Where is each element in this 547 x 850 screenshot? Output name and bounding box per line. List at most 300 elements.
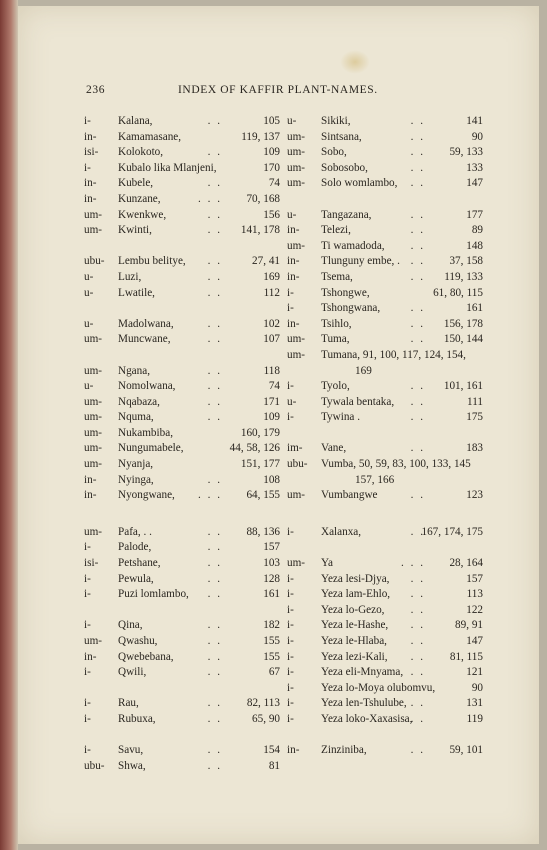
entry-pages: 133 bbox=[466, 161, 483, 174]
index-entry bbox=[287, 145, 483, 161]
entry-prefix: ubu- bbox=[84, 255, 105, 268]
index-entry bbox=[84, 488, 280, 504]
index-entry bbox=[287, 410, 483, 426]
entry-name: Rubuxa, bbox=[118, 712, 156, 725]
entry-prefix: i- bbox=[287, 666, 294, 679]
entry-name: Yeza lezi-Kali, bbox=[321, 650, 388, 663]
index-entry bbox=[84, 556, 280, 572]
entry-prefix: i- bbox=[287, 619, 294, 632]
entry-name: Tsema, bbox=[321, 270, 353, 283]
entry-pages: 157 bbox=[263, 541, 280, 554]
entry-leader-dots: . . bbox=[410, 317, 425, 330]
entry-name: Solo womlambo, bbox=[321, 177, 398, 190]
entry-pages: 155 bbox=[263, 635, 280, 647]
entry-name: Petshane, bbox=[118, 557, 161, 570]
entry-name: Tshongwe, bbox=[321, 286, 370, 299]
entry-pages: 90 bbox=[471, 130, 483, 143]
entry-name: Kubalo lika Mlanjeni, bbox=[118, 161, 217, 174]
index-entry bbox=[84, 208, 280, 224]
index-entry bbox=[287, 488, 483, 504]
entry-pages: 131 bbox=[466, 697, 483, 710]
entry-name: Qwashu, bbox=[118, 635, 158, 647]
index-entry bbox=[287, 176, 483, 192]
entry-prefix: in- bbox=[84, 177, 97, 190]
entry-name: Sobo, bbox=[321, 146, 347, 159]
entry-pages: 171 bbox=[263, 395, 280, 408]
entry-prefix: um- bbox=[84, 224, 103, 237]
index-entry bbox=[84, 618, 280, 634]
entry-leader-dots: . . bbox=[207, 286, 222, 299]
entry-name: Sikiki, bbox=[321, 115, 351, 127]
entry-pages: 147 bbox=[466, 635, 483, 647]
entry-leader-dots: . . bbox=[207, 619, 222, 632]
entry-name: Yeza lo-Moya olubomvu, bbox=[321, 681, 436, 694]
entry-prefix: um- bbox=[287, 161, 306, 174]
entry-pages: 119, 137 bbox=[241, 130, 280, 143]
entry-leader-dots: . . bbox=[207, 635, 222, 647]
entry-prefix: i- bbox=[287, 525, 294, 538]
index-entry bbox=[287, 161, 483, 177]
entry-name: Savu, bbox=[118, 744, 144, 757]
entry-leader-dots: . . bbox=[207, 588, 222, 601]
entry-name: Yeza lam-Ehlo, bbox=[321, 588, 391, 601]
entry-pages: 64, 155 bbox=[246, 489, 280, 502]
entry-prefix: i- bbox=[287, 286, 294, 299]
entry-prefix: um- bbox=[84, 442, 103, 455]
index-entry bbox=[287, 270, 483, 286]
entry-pages: 90 bbox=[471, 681, 483, 694]
entry-prefix: um- bbox=[287, 146, 306, 159]
index-column-left bbox=[84, 114, 280, 774]
index-entry bbox=[84, 743, 280, 759]
entry-prefix: i- bbox=[84, 572, 91, 585]
entry-name: Yeza len-Tshulube, bbox=[321, 697, 407, 710]
entry-name: Vane, bbox=[321, 442, 347, 455]
entry-prefix: i- bbox=[84, 115, 91, 127]
index-entry bbox=[287, 317, 483, 333]
entry-name: Lembu belitye, bbox=[118, 255, 186, 268]
entry-name: Tywala bentaka, bbox=[321, 395, 395, 408]
entry-leader-dots: . . bbox=[410, 411, 425, 424]
index-entry bbox=[84, 572, 280, 588]
entry-leader-dots: . . bbox=[207, 395, 222, 408]
entry-prefix: u- bbox=[84, 380, 94, 393]
entry-name: Xalanxa, bbox=[321, 525, 362, 538]
entry-pages: 156 bbox=[263, 208, 280, 221]
foxing-stain bbox=[340, 50, 370, 74]
entry-name: Madolwana, bbox=[118, 317, 174, 330]
entry-name: Tlunguny embe, . bbox=[321, 255, 400, 268]
section-gap bbox=[84, 681, 280, 697]
entry-prefix: u- bbox=[84, 270, 94, 283]
index-entry bbox=[287, 525, 483, 541]
entry-prefix: i- bbox=[84, 541, 91, 554]
entry-prefix: um- bbox=[287, 177, 306, 190]
entry-prefix: um- bbox=[84, 364, 103, 377]
index-entry bbox=[287, 441, 483, 457]
entry-name: Shwa, bbox=[118, 759, 146, 772]
entry-name: 169 bbox=[355, 364, 372, 377]
entry-pages: 59, 101 bbox=[449, 744, 483, 757]
entry-prefix: um- bbox=[84, 525, 103, 538]
entry-prefix: u- bbox=[287, 115, 297, 127]
index-entry bbox=[287, 348, 483, 364]
entry-prefix: isi- bbox=[84, 557, 99, 570]
entry-pages: 70, 168 bbox=[246, 192, 280, 205]
entry-name: Lwatile, bbox=[118, 286, 155, 299]
entry-pages: 161 bbox=[466, 302, 483, 315]
entry-leader-dots: . . . bbox=[198, 192, 222, 205]
entry-prefix: i- bbox=[84, 161, 91, 174]
entry-name: Qwebebana, bbox=[118, 650, 174, 663]
index-entry bbox=[287, 395, 483, 411]
entry-pages: 157 bbox=[466, 572, 483, 585]
entry-prefix: i- bbox=[287, 650, 294, 663]
entry-pages: 61, 80, 115 bbox=[433, 286, 483, 299]
entry-pages: 156, 178 bbox=[443, 317, 483, 330]
entry-prefix: um- bbox=[287, 130, 306, 143]
entry-leader-dots: . . bbox=[410, 489, 425, 502]
entry-name: Qina, bbox=[118, 619, 143, 632]
entry-pages: 111 bbox=[467, 395, 483, 408]
entry-pages: 105 bbox=[263, 115, 280, 127]
index-entry bbox=[287, 603, 483, 619]
entry-prefix: in- bbox=[84, 650, 97, 663]
index-entry bbox=[287, 208, 483, 224]
entry-leader-dots: . . bbox=[410, 130, 425, 143]
entry-leader-dots: . . bbox=[207, 224, 222, 237]
entry-name: Kubele, bbox=[118, 177, 154, 190]
entry-leader-dots: . . bbox=[410, 650, 425, 663]
index-entry bbox=[287, 301, 483, 317]
section-gap bbox=[84, 728, 280, 744]
entry-leader-dots: . . bbox=[207, 541, 222, 554]
entry-name: Yeza le-Hlaba, bbox=[321, 635, 387, 647]
entry-pages: 160, 179 bbox=[240, 426, 280, 439]
entry-leader-dots: . . bbox=[410, 333, 425, 346]
entry-name: Nyinga, bbox=[118, 473, 154, 486]
entry-leader-dots: . . bbox=[410, 635, 425, 647]
entry-leader-dots: . . bbox=[410, 270, 425, 283]
index-entry bbox=[84, 176, 280, 192]
entry-prefix: in- bbox=[84, 192, 97, 205]
index-entry bbox=[84, 473, 280, 489]
index-entry bbox=[287, 634, 483, 650]
entry-prefix: um- bbox=[84, 395, 103, 408]
entry-name: 157, 166 bbox=[355, 473, 395, 486]
index-entry bbox=[287, 254, 483, 270]
entry-name: Nyongwane, bbox=[118, 489, 175, 502]
entry-prefix: in- bbox=[287, 255, 300, 268]
entry-pages: 121 bbox=[466, 666, 483, 679]
entry-name: Nungumabele, bbox=[118, 442, 184, 455]
entry-leader-dots: . . bbox=[410, 712, 425, 725]
index-entry bbox=[84, 587, 280, 603]
entry-leader-dots: . . bbox=[410, 395, 425, 408]
entry-name: Tyolo, bbox=[321, 380, 350, 393]
entry-leader-dots: . . bbox=[207, 115, 222, 127]
entry-name: Kwenkwe, bbox=[118, 208, 167, 221]
index-entry bbox=[84, 145, 280, 161]
index-entry bbox=[84, 192, 280, 208]
entry-pages: 182 bbox=[263, 619, 280, 632]
entry-pages: 102 bbox=[263, 317, 280, 330]
entry-prefix: i- bbox=[287, 588, 294, 601]
entry-pages: 89 bbox=[471, 224, 483, 237]
entry-pages: 154 bbox=[263, 744, 280, 757]
entry-pages: 141, 178 bbox=[240, 224, 280, 237]
entry-prefix: u- bbox=[84, 286, 94, 299]
index-entry bbox=[84, 286, 280, 302]
entry-name: Kolokoto, bbox=[118, 146, 164, 159]
entry-prefix: i- bbox=[287, 635, 294, 647]
index-entry bbox=[287, 681, 483, 697]
entry-pages: 122 bbox=[466, 603, 483, 616]
index-entry bbox=[287, 239, 483, 255]
entry-prefix: in- bbox=[84, 473, 97, 486]
entry-pages: 169 bbox=[263, 270, 280, 283]
entry-prefix: um- bbox=[84, 458, 103, 471]
entry-pages: 119, 133 bbox=[444, 270, 483, 283]
index-entry bbox=[287, 587, 483, 603]
entry-prefix: u- bbox=[287, 395, 297, 408]
entry-name: Pafa, . . bbox=[118, 525, 152, 538]
entry-prefix: i- bbox=[287, 681, 294, 694]
entry-name: Ngana, bbox=[118, 364, 150, 377]
entry-pages: 113 bbox=[466, 588, 483, 601]
entry-prefix: um- bbox=[84, 635, 103, 647]
entry-leader-dots: . . bbox=[410, 239, 425, 252]
entry-name: Kwinti, bbox=[118, 224, 152, 237]
entry-name: Nqabaza, bbox=[118, 395, 160, 408]
page-number: 236 bbox=[86, 84, 106, 96]
entry-pages: 161 bbox=[263, 588, 280, 601]
section-gap bbox=[287, 192, 483, 208]
entry-name: Yeza lo-Gezo, bbox=[321, 603, 385, 616]
index-entry bbox=[287, 650, 483, 666]
entry-pages: 59, 133 bbox=[449, 146, 483, 159]
index-entry bbox=[287, 286, 483, 302]
entry-leader-dots: . . bbox=[410, 208, 425, 221]
entry-name: Kalana, bbox=[118, 115, 153, 127]
entry-name: Yeza eli-Mnyama, bbox=[321, 666, 404, 679]
entry-leader-dots: . . bbox=[207, 255, 222, 268]
entry-leader-dots: . . bbox=[410, 224, 425, 237]
entry-leader-dots: . . bbox=[410, 255, 425, 268]
entry-name: Tywina . bbox=[321, 411, 360, 424]
entry-prefix: in- bbox=[84, 489, 97, 502]
entry-leader-dots: . . bbox=[207, 473, 222, 486]
entry-name: Nukambiba, bbox=[118, 426, 173, 439]
entry-pages: 107 bbox=[263, 333, 280, 346]
entry-prefix: i- bbox=[84, 666, 91, 679]
index-entry bbox=[84, 364, 280, 380]
entry-pages: 103 bbox=[263, 557, 280, 570]
entry-pages: 82, 113 bbox=[246, 697, 280, 710]
entry-name: Nomolwana, bbox=[118, 380, 176, 393]
entry-pages: 89, 91 bbox=[455, 619, 483, 632]
entry-leader-dots: . . bbox=[207, 525, 222, 538]
entry-leader-dots: . . bbox=[410, 442, 425, 455]
index-entry bbox=[287, 665, 483, 681]
entry-leader-dots: . . bbox=[410, 572, 425, 585]
entry-pages: 170 bbox=[263, 161, 280, 174]
index-entry bbox=[287, 712, 483, 728]
index-entry bbox=[287, 572, 483, 588]
entry-prefix: i- bbox=[287, 603, 294, 616]
entry-name: Kamamasane, bbox=[118, 130, 182, 143]
entry-name: Palode, bbox=[118, 541, 152, 554]
entry-pages: 123 bbox=[466, 489, 483, 502]
entry-pages: 141 bbox=[466, 115, 483, 127]
section-gap bbox=[287, 540, 483, 556]
entry-pages: 148 bbox=[466, 239, 483, 252]
entry-prefix: i- bbox=[287, 411, 294, 424]
entry-prefix: um- bbox=[287, 489, 306, 502]
entry-prefix: um- bbox=[287, 348, 306, 361]
entry-pages: 109 bbox=[263, 411, 280, 424]
entry-name: Tuma, bbox=[321, 333, 350, 346]
index-entry bbox=[287, 332, 483, 348]
entry-pages: 28, 164 bbox=[449, 557, 483, 570]
entry-prefix: i- bbox=[287, 302, 294, 315]
index-entry bbox=[84, 332, 280, 348]
section-gap bbox=[287, 504, 483, 525]
entry-leader-dots: . . bbox=[410, 115, 425, 127]
entry-prefix: i- bbox=[84, 588, 91, 601]
entry-pages: 44, 58, 126 bbox=[229, 442, 280, 455]
entry-leader-dots: . . bbox=[410, 619, 425, 632]
entry-leader-dots: . . bbox=[410, 161, 425, 174]
index-entry bbox=[84, 712, 280, 728]
index-entry bbox=[287, 556, 483, 572]
entry-pages: 74 bbox=[268, 380, 280, 393]
entry-pages: 155 bbox=[263, 650, 280, 663]
entry-leader-dots: . . bbox=[207, 364, 222, 377]
entry-prefix: i- bbox=[287, 572, 294, 585]
entry-leader-dots: . . bbox=[207, 557, 222, 570]
entry-prefix: i- bbox=[84, 712, 91, 725]
entry-pages: 118 bbox=[263, 364, 280, 377]
entry-pages: 27, 41 bbox=[252, 255, 280, 268]
index-entry bbox=[287, 618, 483, 634]
entry-name: Tshongwana, bbox=[321, 302, 381, 315]
entry-prefix: um- bbox=[287, 557, 306, 570]
entry-leader-dots: . . . bbox=[401, 557, 425, 570]
entry-name: Sintsana, bbox=[321, 130, 362, 143]
entry-pages: 74 bbox=[268, 177, 280, 190]
entry-prefix: in- bbox=[287, 224, 300, 237]
entry-prefix: um- bbox=[84, 333, 103, 346]
entry-leader-dots: . . bbox=[207, 650, 222, 663]
entry-leader-dots: . . bbox=[410, 380, 425, 393]
index-entry bbox=[84, 696, 280, 712]
index-entry bbox=[84, 270, 280, 286]
entry-leader-dots: . . bbox=[410, 603, 425, 616]
entry-name: Vumba, 50, 59, 83, 100, 133, 145 bbox=[321, 458, 471, 471]
entry-name: Muncwane, bbox=[118, 333, 171, 346]
index-entry bbox=[84, 457, 280, 473]
index-entry bbox=[287, 457, 483, 473]
entry-leader-dots: . . bbox=[207, 666, 222, 679]
entry-prefix: ubu- bbox=[287, 458, 308, 471]
entry-pages: 175 bbox=[466, 411, 483, 424]
index-entry bbox=[84, 317, 280, 333]
index-entry bbox=[84, 254, 280, 270]
entry-pages: 81 bbox=[268, 759, 280, 772]
index-entry bbox=[84, 223, 280, 239]
entry-name: Nquma, bbox=[118, 411, 154, 424]
entry-leader-dots: . . bbox=[207, 744, 222, 757]
index-column-right bbox=[287, 114, 483, 759]
index-entry bbox=[84, 161, 280, 177]
entry-name: Telezi, bbox=[321, 224, 351, 237]
entry-leader-dots: . . bbox=[207, 712, 222, 725]
entry-leader-dots: . . bbox=[207, 177, 222, 190]
entry-pages: 183 bbox=[466, 442, 483, 455]
entry-name: Yeza lesi-Djya, bbox=[321, 572, 390, 585]
entry-pages: 151, 177 bbox=[240, 458, 280, 471]
entry-leader-dots: . . bbox=[410, 666, 425, 679]
section-gap bbox=[287, 728, 483, 744]
index-entry bbox=[84, 759, 280, 775]
entry-prefix: i- bbox=[287, 697, 294, 710]
index-entry bbox=[287, 379, 483, 395]
entry-name: Qwili, bbox=[118, 666, 147, 679]
entry-name: Luzi, bbox=[118, 270, 142, 283]
index-entry bbox=[287, 114, 483, 130]
entry-name: Puzi lomlambo, bbox=[118, 588, 189, 601]
book-spine-edge bbox=[0, 0, 18, 850]
section-gap bbox=[84, 301, 280, 317]
entry-name: Pewula, bbox=[118, 572, 154, 585]
index-entry bbox=[84, 410, 280, 426]
entry-prefix: i- bbox=[84, 619, 91, 632]
entry-leader-dots: . . bbox=[207, 208, 222, 221]
entry-prefix: in- bbox=[287, 317, 300, 330]
entry-pages: 150, 144 bbox=[443, 333, 483, 346]
entry-prefix: um- bbox=[287, 239, 306, 252]
entry-leader-dots: . . bbox=[207, 759, 222, 772]
index-entry bbox=[84, 379, 280, 395]
entry-leader-dots: . . bbox=[207, 380, 222, 393]
index-entry bbox=[84, 395, 280, 411]
section-gap bbox=[84, 504, 280, 525]
entry-pages: 67 bbox=[268, 666, 280, 679]
section-gap bbox=[84, 348, 280, 364]
index-entry bbox=[287, 696, 483, 712]
index-entry bbox=[287, 130, 483, 146]
entry-name: Tsihlo, bbox=[321, 317, 352, 330]
entry-name: Nyanja, bbox=[118, 458, 154, 471]
entry-name: Ya bbox=[321, 557, 333, 570]
entry-pages: 65, 90 bbox=[252, 712, 280, 725]
section-gap bbox=[84, 239, 280, 255]
entry-leader-dots: . . bbox=[207, 333, 222, 346]
entry-pages: 109 bbox=[263, 146, 280, 159]
entry-leader-dots: . . bbox=[410, 146, 425, 159]
index-entry bbox=[287, 223, 483, 239]
section-gap bbox=[84, 603, 280, 619]
entry-pages: 81, 115 bbox=[449, 650, 483, 663]
entry-name: Yeza loko-Xaxasisa, bbox=[321, 712, 413, 725]
entry-prefix: in- bbox=[84, 130, 97, 143]
entry-name: Ti wamadoda, bbox=[321, 239, 385, 252]
entry-prefix: i- bbox=[287, 380, 294, 393]
entry-pages: 128 bbox=[263, 572, 280, 585]
running-title: INDEX OF KAFFIR PLANT-NAMES. bbox=[178, 84, 378, 96]
entry-prefix: um- bbox=[84, 411, 103, 424]
